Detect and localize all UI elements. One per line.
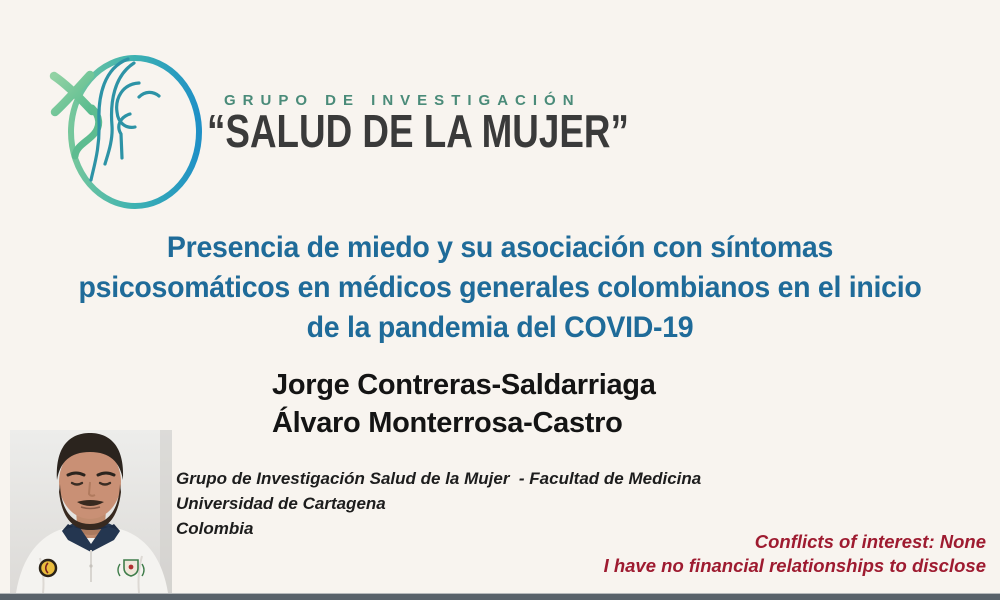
- logo-group-label: GRUPO DE INVESTIGACIÓN: [224, 92, 581, 109]
- disclosure-line: Conflicts of interest: None: [754, 531, 986, 552]
- logo-name-label: “SALUD DE LA MUJER”: [207, 105, 629, 157]
- slide-title: [25, 228, 975, 348]
- title-line: Presencia de miedo y su asociación con síntomas: [166, 231, 834, 264]
- title-line: psicosomáticos en médicos generales colombianos en el inicio: [78, 271, 922, 304]
- disclosure-line: I have no financial relationships to disclose: [603, 555, 986, 576]
- title-line: de la pandemia del COVID-19: [306, 311, 694, 344]
- author-name: Jorge Contreras-Saldarriaga: [272, 369, 656, 401]
- affiliation-line: Colombia: [176, 519, 254, 538]
- disclosure-block: [604, 530, 986, 578]
- footer-bar: [0, 593, 1000, 600]
- affiliation-line: Universidad de Cartagena: [176, 494, 386, 513]
- salud-mujer-logo-icon: [42, 50, 207, 210]
- affiliation-line: Grupo de Investigación Salud de la Mujer - Facultad de Medicina: [176, 469, 702, 488]
- authors-block: [272, 366, 656, 442]
- author-photo: [10, 430, 172, 593]
- author-name: Álvaro Monterrosa-Castro: [272, 407, 623, 439]
